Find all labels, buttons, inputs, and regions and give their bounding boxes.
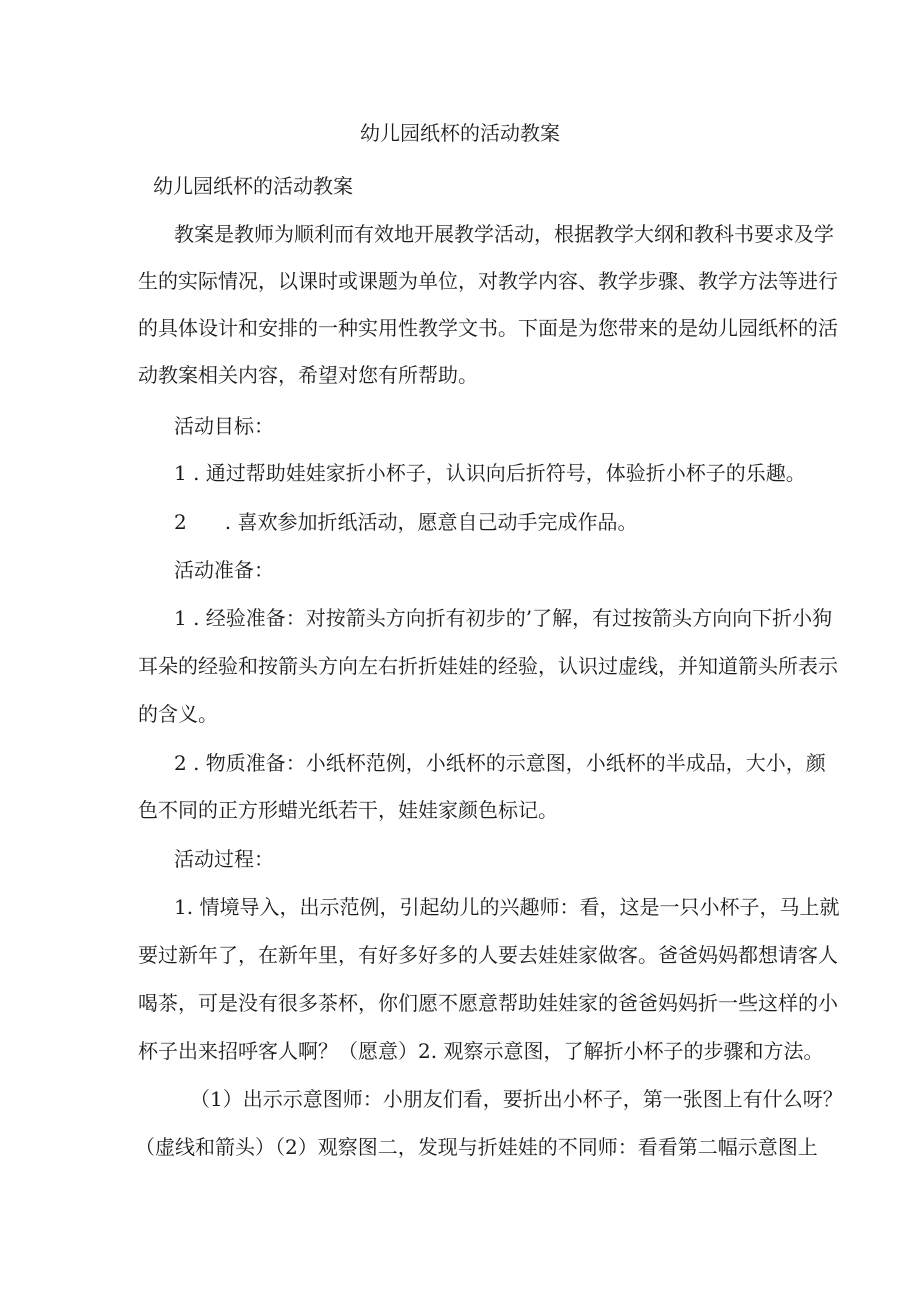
prep-item-2-line: 色不同的正方形蜡光纸若干，娃娃家颜色标记。: [138, 798, 558, 822]
goal-item-2-text: . 喜欢参加折纸活动，愿意自己动手完成作品。: [224, 510, 638, 534]
intro-line: 生的实际情况，以课时或课题为单位，对教学内容、教学步骤、教学方法等进行: [138, 269, 838, 293]
goal-item-2-number: 2: [174, 510, 187, 534]
intro-line: 教案是教师为顺利而有效地开展教学活动，根据教学大纲和教科书要求及学: [174, 222, 834, 246]
prep-item-2-line: 2 . 物质准备：小纸杯范例，小纸杯的示意图，小纸杯的半成品，大小，颜: [174, 751, 826, 775]
process-item-1-line: 喝茶，可是没有很多茶杯，你们愿不愿意帮助娃娃家的爸爸妈妈折一些这样的小: [138, 991, 838, 1015]
prep-item-1-line: 的含义。: [138, 702, 218, 726]
process-item-2-line: （虚线和箭头）（2）观察图二，发现与折娃娃的不同师：看看第二幅示意图上: [135, 1135, 818, 1159]
process-item-1-line: 杯子出来招呼客人啊？（愿意）2. 观察示意图，了解折小杯子的步骤和方法。: [138, 1039, 824, 1063]
prep-item-1-line: 耳朵的经验和按箭头方向左右折折娃娃的经验，认识过虚线，并知道箭头所表示: [138, 654, 838, 678]
document-title: 幼儿园纸杯的活动教案: [360, 121, 560, 145]
intro-line: 的具体设计和安排的一种实用性教学文书。下面是为您带来的是幼儿园纸杯的活: [138, 316, 838, 340]
process-item-1-line: 要过新年了，在新年里，有好多好多的人要去娃娃家做客。爸爸妈妈都想请客人: [138, 943, 838, 967]
process-item-1-line: 1. 情境导入，出示范例，引起幼儿的兴趣师：看，这是一只小杯子，马上就: [174, 895, 840, 919]
goal-item-1: 1 . 通过帮助娃娃家折小杯子，认识向后折符号，体验折小杯子的乐趣。: [174, 461, 806, 485]
prep-heading: 活动准备：: [174, 558, 274, 582]
process-heading: 活动过程：: [174, 847, 274, 871]
goal-item-2: [174, 508, 637, 536]
intro-line: 动教案相关内容，希望对您有所帮助。: [138, 363, 478, 387]
document-subtitle: 幼儿园纸杯的活动教案: [153, 174, 353, 198]
process-item-2-line: （1）出示示意图师：小朋友们看，要折出小杯子，第一张图上有什么呀？: [190, 1087, 843, 1111]
goals-heading: 活动目标：: [174, 414, 274, 438]
prep-item-1-line: 1 . 经验准备：对按箭头方向折有初步的’了解，有过按箭头方向向下折小狗: [174, 606, 833, 630]
